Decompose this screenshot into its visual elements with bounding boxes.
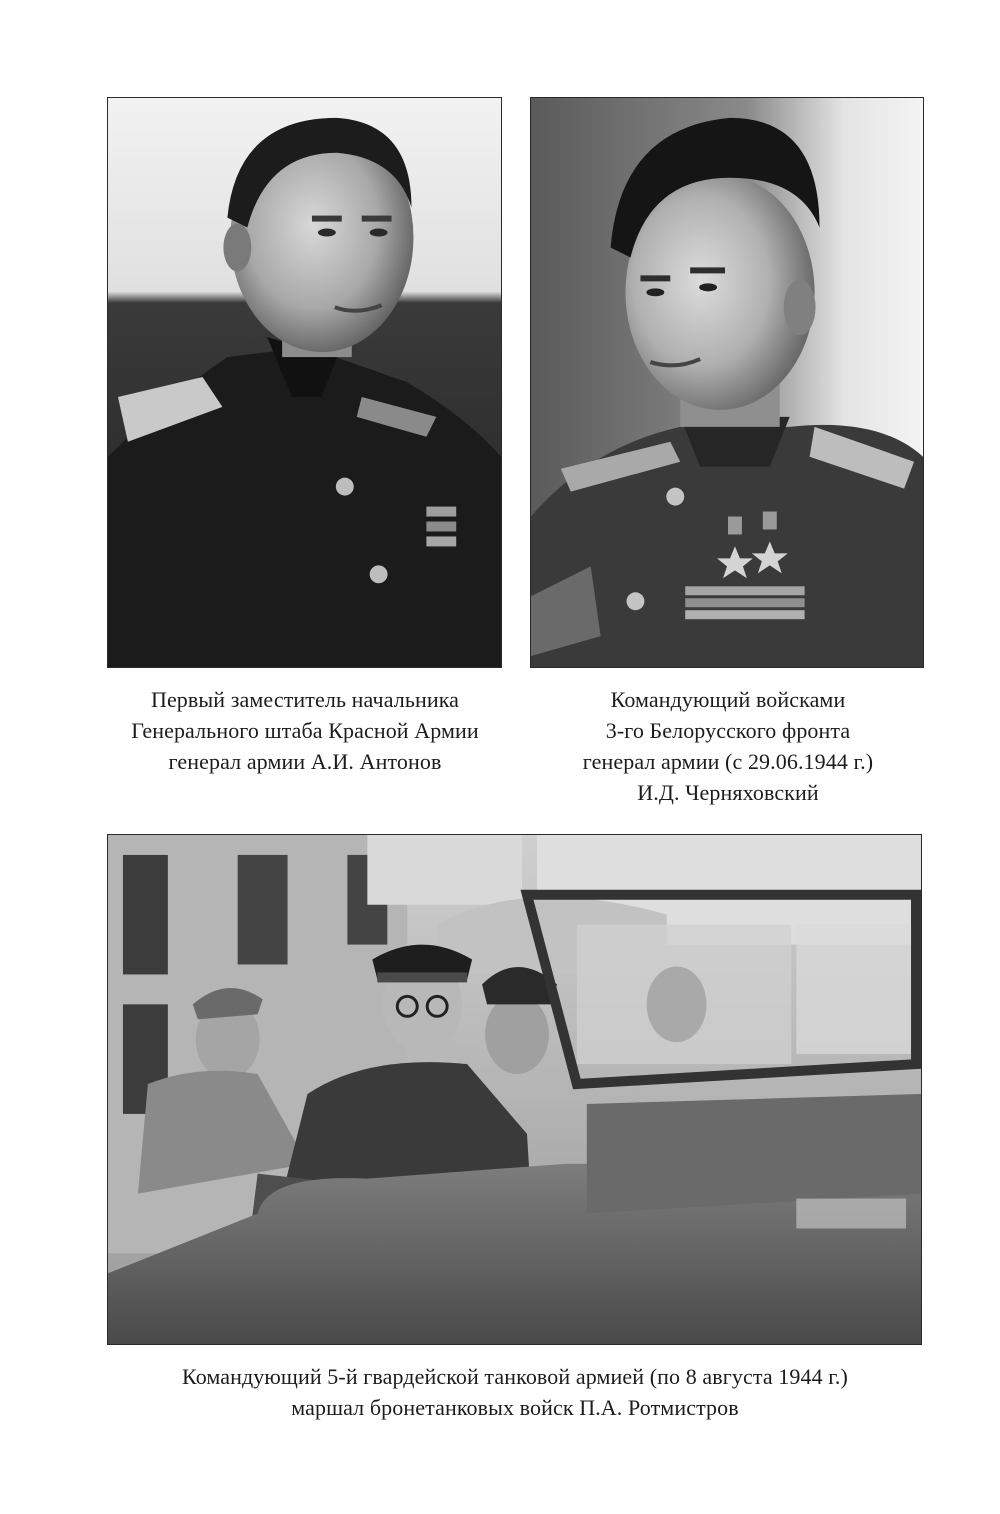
caption-rotmistrov [100, 1361, 930, 1423]
caption-chernyakhovsky-line-2: 3-го Белорусского фронта [605, 718, 851, 743]
chernyakhovsky-portrait-image [531, 98, 923, 667]
caption-rotmistrov-line-1: Командующий 5-й гвардейской танковой армией (по 8 августа 1944 г.) [182, 1364, 848, 1389]
caption-rotmistrov-line-2: маршал бронетанковых войск П.А. Ротмистров [291, 1395, 739, 1420]
caption-antonov-line-2: Генерального штаба Красной Армии [131, 718, 479, 743]
photo-chernyakhovsky [530, 97, 924, 668]
caption-chernyakhovsky [518, 684, 938, 808]
photo-rotmistrov [107, 834, 922, 1345]
caption-chernyakhovsky-line-4: И.Д. Черняховский [637, 780, 819, 805]
photo-antonov [107, 97, 502, 668]
antonov-portrait-image [108, 98, 501, 667]
caption-antonov-line-3: генерал армии А.И. Антонов [168, 749, 442, 774]
caption-antonov-line-1: Первый заместитель начальника [150, 687, 460, 712]
caption-antonov [95, 684, 515, 777]
caption-chernyakhovsky-line-3: генерал армии (с 29.06.1944 г.) [582, 749, 874, 774]
rotmistrov-jeep-image [108, 835, 921, 1344]
caption-chernyakhovsky-line-1: Командующий войсками [610, 687, 846, 712]
